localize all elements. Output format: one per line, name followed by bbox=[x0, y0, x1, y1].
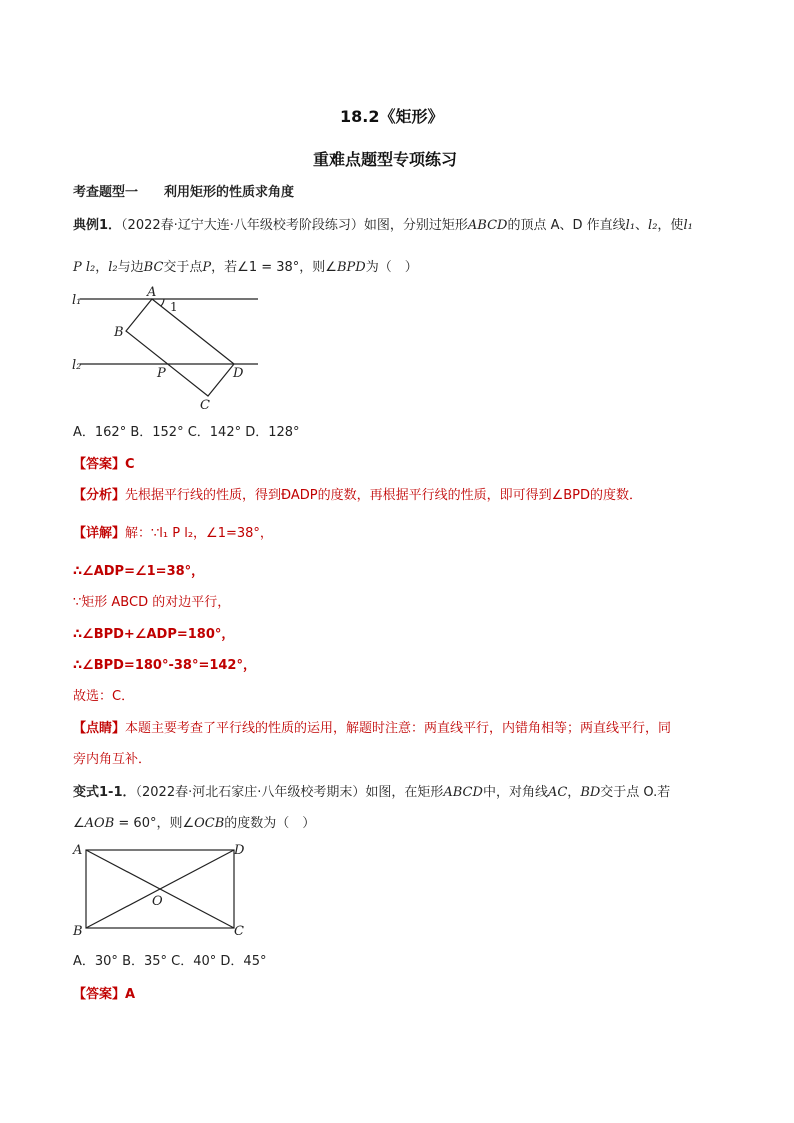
figure2-label-b: B bbox=[73, 924, 83, 939]
variant1-abcd: ABCD bbox=[443, 785, 483, 800]
figure1-parallel-lines-rectangle bbox=[66, 284, 266, 414]
example1-analysis-text: 先根据平行线的性质，得到ÐADP的度数，再根据平行线的性质，即可得到∠BPD的度数． bbox=[125, 488, 643, 503]
variant1-bd: BD bbox=[580, 785, 601, 800]
figure1-label-b: B bbox=[114, 325, 124, 340]
example1-detail-line3: ∵矩形 ABCD 的对边平行， bbox=[73, 595, 231, 610]
figure2-rectangle-diagonals bbox=[66, 838, 266, 942]
section-heading bbox=[73, 181, 294, 200]
example1-detail-1: 解：∵l₁ P l₂，∠1=38°， bbox=[125, 526, 273, 541]
example1-comment-1: 本题主要考查了平行线的性质的运用，解题时注意：两直线平行，内错角相等；两直线平行，同 bbox=[125, 721, 672, 736]
example1-l2b: l₂ bbox=[108, 260, 118, 275]
example1-answer-value: C bbox=[125, 457, 135, 472]
variant1-answer-tag: 【答案】 bbox=[73, 987, 126, 1002]
example1-line2-e: 为（ ） bbox=[365, 260, 418, 275]
figure1-label-c: C bbox=[200, 398, 210, 413]
example1-label: 典例1． bbox=[73, 218, 122, 233]
example1-analysis-tag: 【分析】 bbox=[73, 488, 126, 503]
figure1-rectangle-abcd bbox=[126, 299, 234, 396]
variant1-stem-b: 中，对角线 bbox=[482, 785, 548, 800]
example1-l1b: l₁ bbox=[683, 218, 693, 233]
example1-line2-b: 与边 bbox=[117, 260, 144, 275]
example1-comment-line2: 旁内角互补． bbox=[73, 752, 152, 767]
page-title: 18.2《矩形》 bbox=[340, 107, 444, 126]
variant1-ocb: OCB bbox=[194, 816, 225, 831]
example1-detail-line6: 故选：C． bbox=[73, 689, 135, 704]
figure1-label-l2: l₂ bbox=[72, 358, 82, 373]
example1-detail-line2: ∴∠ADP=∠1=38°， bbox=[73, 564, 205, 579]
variant1-line2-c: 的度数为（ ） bbox=[224, 816, 316, 831]
figure2-label-d: D bbox=[234, 843, 245, 858]
example1-line2-c: 交于点 bbox=[163, 260, 203, 275]
page-subtitle: 重难点题型专项练习 bbox=[313, 150, 458, 169]
example1-line2-a: ， bbox=[95, 260, 109, 275]
example1-comment-line1 bbox=[73, 717, 671, 736]
variant1-ac: AC bbox=[547, 785, 568, 800]
variant1-source: （2022春·河北石家庄·八年级校考期末） bbox=[135, 785, 366, 800]
variant1-stem-c: ， bbox=[567, 785, 581, 800]
section-label: 考查题型一 bbox=[73, 185, 139, 200]
figure1-label-p: P bbox=[157, 366, 166, 381]
figure1-label-d: D bbox=[233, 366, 244, 381]
variant1-stem-a: 如图，在矩形 bbox=[365, 785, 444, 800]
example1-p: P bbox=[202, 260, 212, 275]
variant1-stem-line1 bbox=[73, 781, 670, 800]
variant1-answer bbox=[73, 983, 135, 1002]
example1-comment-tag: 【点睛】 bbox=[73, 721, 126, 736]
example1-l2: l₂ bbox=[648, 218, 658, 233]
figure1-label-a: A bbox=[147, 285, 157, 300]
example1-detail-line5: ∴∠BPD=180°-38°=142°， bbox=[73, 658, 256, 673]
figure1-angle-arc bbox=[161, 299, 164, 306]
figure2-label-a: A bbox=[73, 843, 83, 858]
example1-sep: 、 bbox=[635, 218, 649, 233]
variant1-line2-b: = 60°，则∠ bbox=[114, 816, 195, 831]
variant1-line2-a: ∠ bbox=[73, 816, 85, 831]
example1-stem-b: 的顶点 A、D 作直线 bbox=[507, 218, 626, 233]
example1-detail-line1 bbox=[73, 522, 273, 541]
example1-line2-d: ，若∠1 = 38°，则∠ bbox=[211, 260, 337, 275]
example1-stem-line2 bbox=[73, 256, 418, 275]
figure1-label-l1: l₁ bbox=[72, 293, 82, 308]
example1-answer bbox=[73, 453, 135, 472]
figure2-label-o: O bbox=[152, 894, 163, 909]
variant1-aob: AOB bbox=[84, 816, 115, 831]
variant1-answer-value: A bbox=[125, 987, 136, 1002]
example1-stem-line1 bbox=[73, 214, 693, 233]
example1-detail-tag: 【详解】 bbox=[73, 526, 126, 541]
example1-source: （2022春·辽宁大连·八年级校考阶段练习） bbox=[121, 218, 364, 233]
example1-options: A．162° B．152° C．142° D．128° bbox=[73, 425, 300, 440]
example1-bc: BC bbox=[143, 260, 164, 275]
variant1-label: 变式1-1． bbox=[73, 785, 136, 800]
variant1-stem-line2 bbox=[73, 812, 315, 831]
example1-bpd: BPD bbox=[336, 260, 366, 275]
example1-answer-tag: 【答案】 bbox=[73, 457, 126, 472]
example1-parallel: P l₂ bbox=[73, 260, 96, 275]
figure1-label-angle1: 1 bbox=[170, 300, 178, 314]
section-title: 利用矩形的性质求角度 bbox=[164, 185, 295, 200]
variant1-options: A．30° B．35° C．40° D．45° bbox=[73, 954, 267, 969]
variant1-stem-d: 交于点 O.若 bbox=[600, 785, 671, 800]
example1-stem-c: ，使 bbox=[657, 218, 684, 233]
figure2-label-c: C bbox=[234, 924, 244, 939]
example1-analysis bbox=[73, 484, 642, 503]
example1-detail-line4: ∴∠BPD+∠ADP=180°， bbox=[73, 627, 235, 642]
example1-abcd: ABCD bbox=[467, 218, 508, 233]
example1-l1: l₁ bbox=[625, 218, 636, 233]
example1-stem-a: 如图，分别过矩形 bbox=[363, 218, 468, 233]
